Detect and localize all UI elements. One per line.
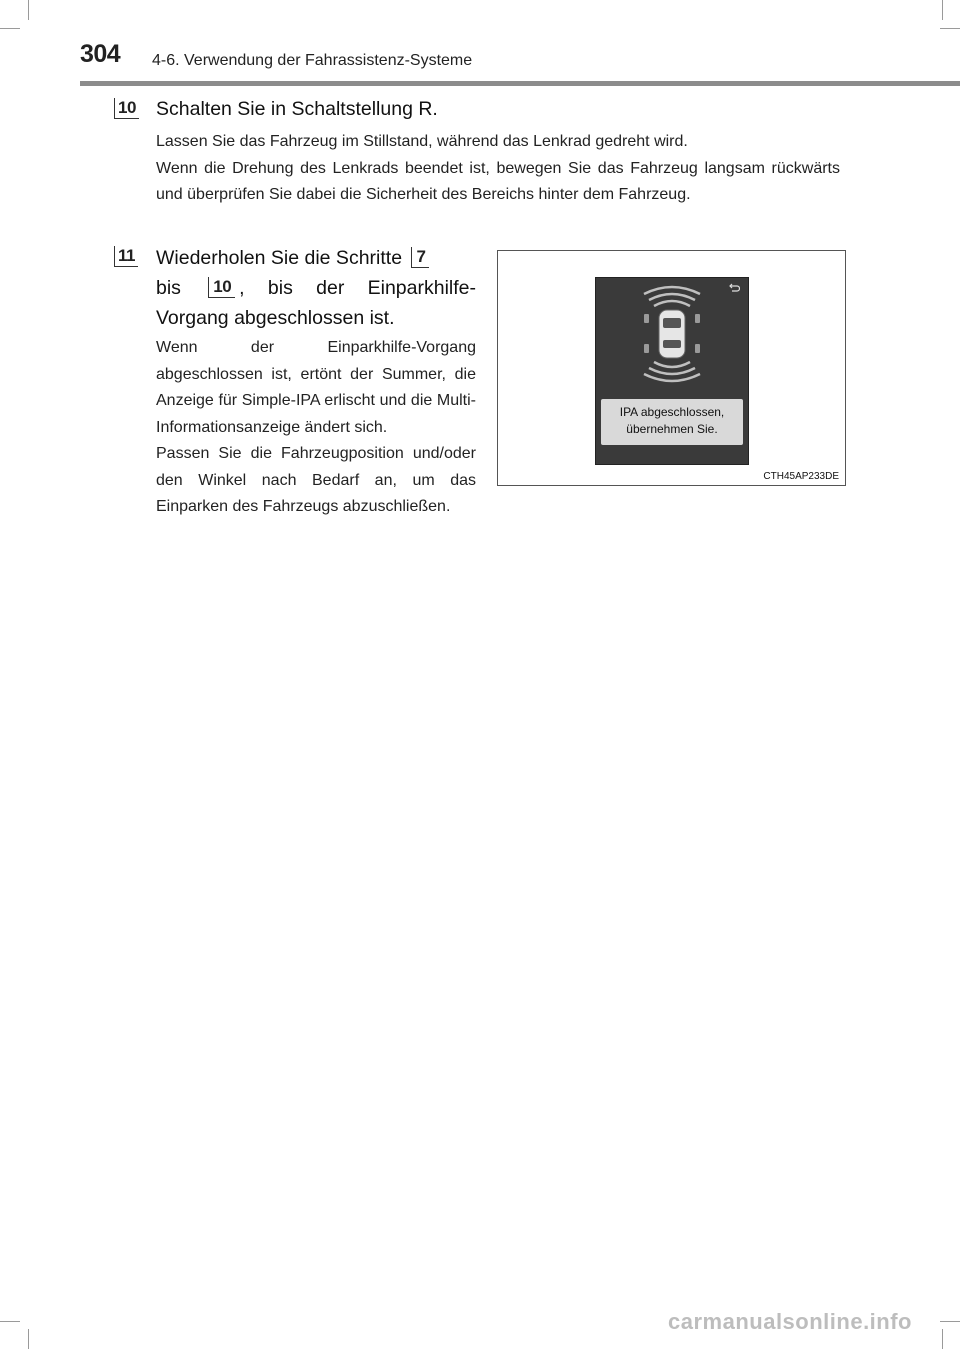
paragraph: Lassen Sie das Fahrzeug im Stillstand, während das Lenkrad gedreht wird.	[156, 133, 688, 150]
step-description	[156, 335, 476, 521]
figure-code: CTH45AP233DE	[763, 471, 839, 482]
paragraph: Passen Sie die Fahrzeugposition und/oder den Winkel nach Bedarf an, um das Einparken des Fahrzeugs abzuschließen.	[156, 445, 476, 515]
crop-mark	[0, 1321, 20, 1322]
paragraph: Wenn der Einparkhilfe-Vorgang abgeschlossen ist, ertönt der Summer, die Anzeige für Simple-IPA erlischt und die Multi-Informationsanzeige ändert sich.	[156, 339, 476, 436]
step-description	[156, 129, 840, 209]
paragraph: Wenn die Drehung des Lenkrads beendet ist, bewegen Sie das Fahrzeug langsam rückwärts und überprüfen Sie dabei die Sicherheit des Bereichs hinter dem Fahrzeug.	[156, 159, 840, 203]
header-rule	[80, 81, 960, 86]
message-line: übernehmen Sie.	[626, 422, 718, 436]
crop-mark	[940, 1321, 960, 1322]
step-reference-badge[interactable]: 10	[208, 277, 235, 298]
watermark: carmanualsonline.info	[668, 1309, 912, 1334]
crop-mark	[942, 1329, 943, 1349]
crop-mark	[28, 1329, 29, 1349]
completion-message	[601, 399, 743, 445]
step-title-text: , bis der Einparkhilfe-Vorgang abgeschlossen ist.	[156, 277, 476, 329]
message-line: IPA abgeschlossen,	[619, 405, 725, 419]
step-title	[156, 243, 476, 333]
step-title-text: bis	[156, 277, 181, 299]
step-reference-badge[interactable]: 7	[411, 247, 429, 268]
page-header	[0, 0, 960, 90]
illustration-figure	[497, 250, 846, 486]
step-title: Schalten Sie in Schaltstellung R.	[156, 98, 438, 120]
step-title-text: Wiederholen Sie die Schritte	[156, 247, 403, 269]
step-number-badge: 11	[114, 246, 138, 267]
vehicle-sensor-icon	[596, 278, 748, 398]
step-number-badge: 10	[114, 98, 139, 119]
multi-information-display	[595, 277, 749, 465]
chapter-title: 4-6. Verwendung der Fahrassistenz-Systeme	[152, 52, 473, 69]
page-number: 304	[80, 40, 121, 68]
